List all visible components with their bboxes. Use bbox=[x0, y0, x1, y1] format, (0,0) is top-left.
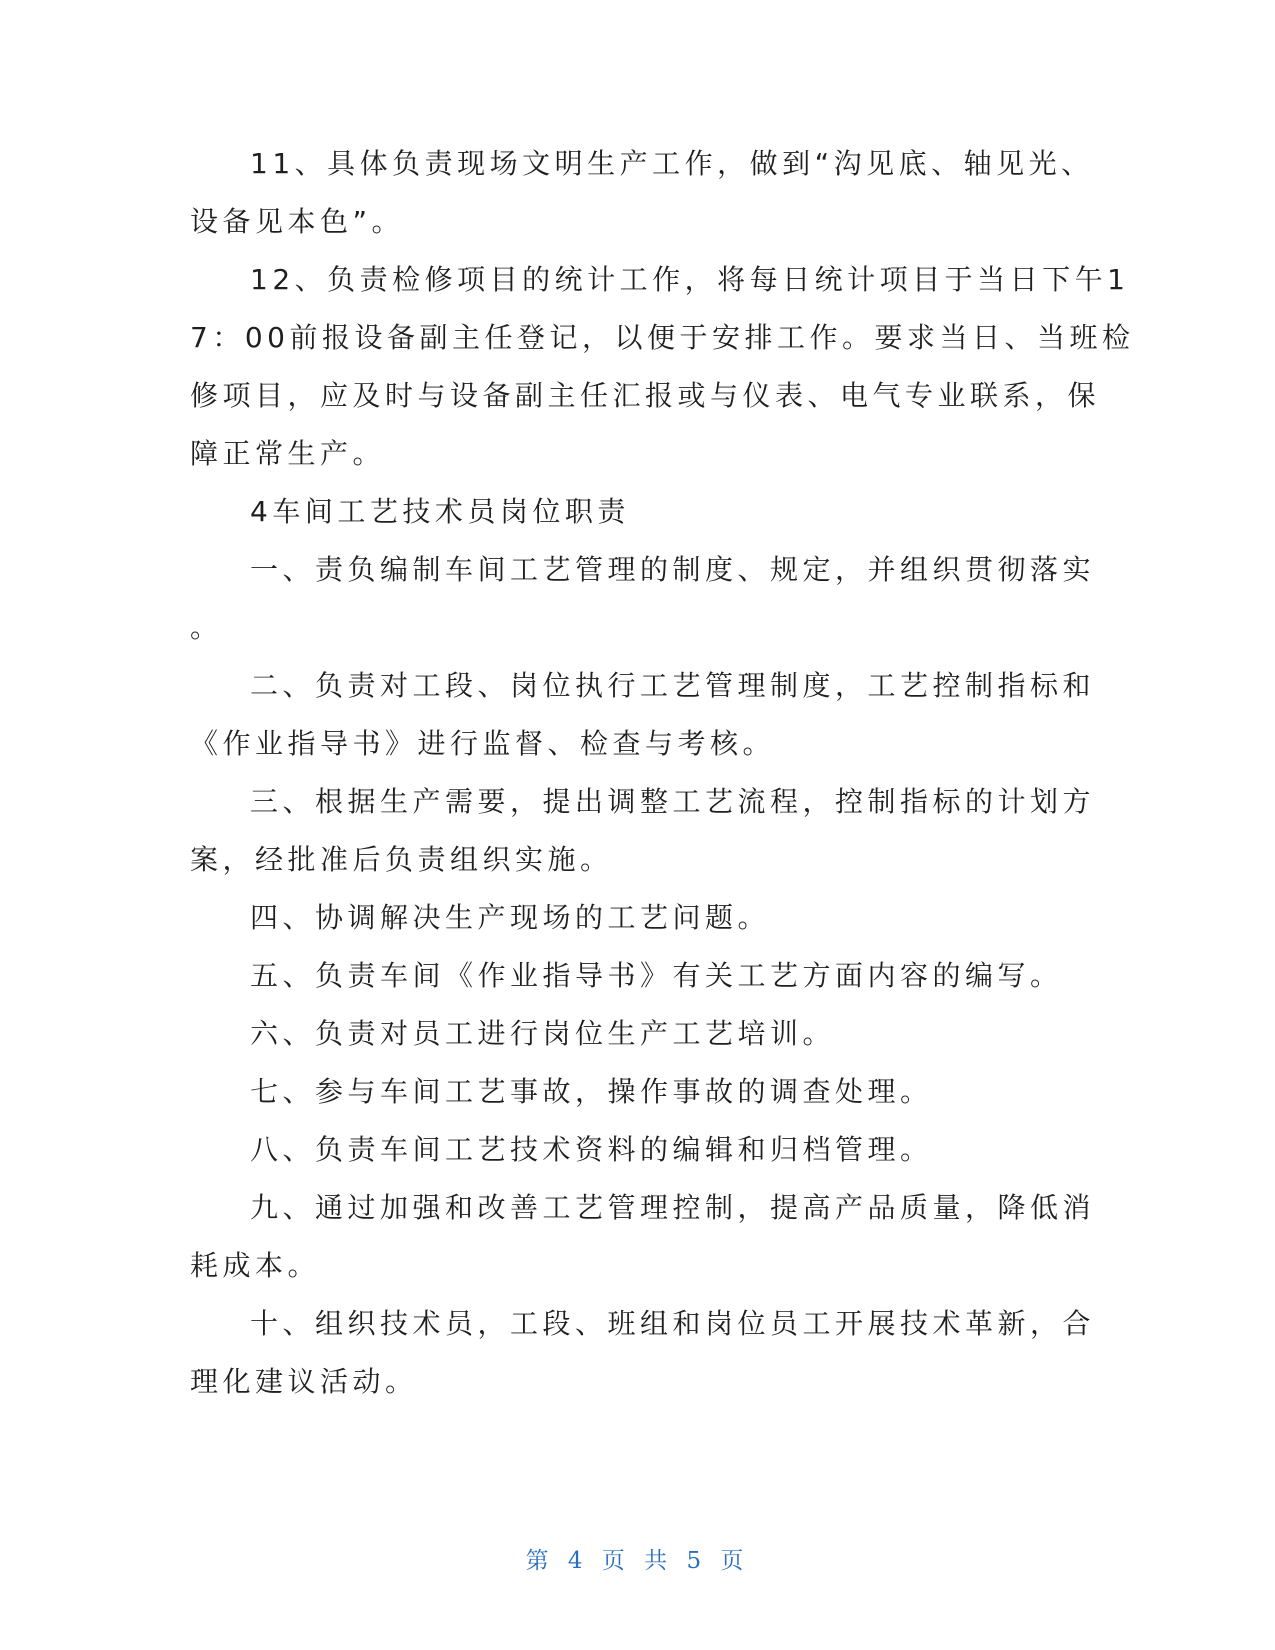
paragraph-line: 八、负责车间工艺技术资料的编辑和归档管理。 bbox=[250, 1133, 933, 1166]
paragraph-line: 四、协调解决生产现场的工艺问题。 bbox=[250, 901, 771, 934]
paragraph-line: 一、责负编制车间工艺管理的制度、规定，并组织贯彻落实 bbox=[250, 553, 1096, 586]
paragraph-line: 耗成本。 bbox=[190, 1249, 321, 1282]
section-heading: 4车间工艺技术员岗位职责 bbox=[250, 495, 630, 528]
paragraph-line: 三、根据生产需要，提出调整工艺流程，控制指标的计划方 bbox=[250, 785, 1096, 818]
paragraph-line: 十、组织技术员，工段、班组和岗位员工开展技术革新，合 bbox=[250, 1307, 1096, 1340]
paragraph-line: 案，经批准后负责组织实施。 bbox=[190, 843, 613, 876]
paragraph-line: 《作业指导书》进行监督、检查与考核。 bbox=[190, 727, 776, 760]
paragraph-line: 。 bbox=[190, 611, 223, 644]
paragraph-line: 九、通过加强和改善工艺管理控制，提高产品质量，降低消 bbox=[250, 1191, 1096, 1224]
paragraph-line: 六、负责对员工进行岗位生产工艺培训。 bbox=[250, 1017, 836, 1050]
paragraph-line: 五、负责车间《作业指导书》有关工艺方面内容的编写。 bbox=[250, 959, 1063, 992]
paragraph-line: 七、参与车间工艺事故，操作事故的调查处理。 bbox=[250, 1075, 933, 1108]
paragraph-line: 理化建议活动。 bbox=[190, 1365, 418, 1398]
paragraph-line: 设备见本色”。 bbox=[190, 205, 405, 238]
paragraph-line: 二、负责对工段、岗位执行工艺管理制度，工艺控制指标和 bbox=[250, 669, 1096, 702]
paragraph-line: 修项目，应及时与设备副主任汇报或与仪表、电气专业联系，保 bbox=[190, 379, 1101, 412]
page-number-footer: 第 4 页 共 5 页 bbox=[525, 1548, 750, 1574]
paragraph-line: 7：00前报设备副主任登记，以便于安排工作。要求当日、当班检 bbox=[190, 321, 1135, 354]
paragraph-line: 11、具体负责现场文明生产工作，做到“沟见底、轴见光、 bbox=[250, 147, 1094, 180]
paragraph-line: 12、负责检修项目的统计工作，将每日统计项目于当日下午1 bbox=[250, 263, 1130, 296]
paragraph-line: 障正常生产。 bbox=[190, 437, 386, 470]
